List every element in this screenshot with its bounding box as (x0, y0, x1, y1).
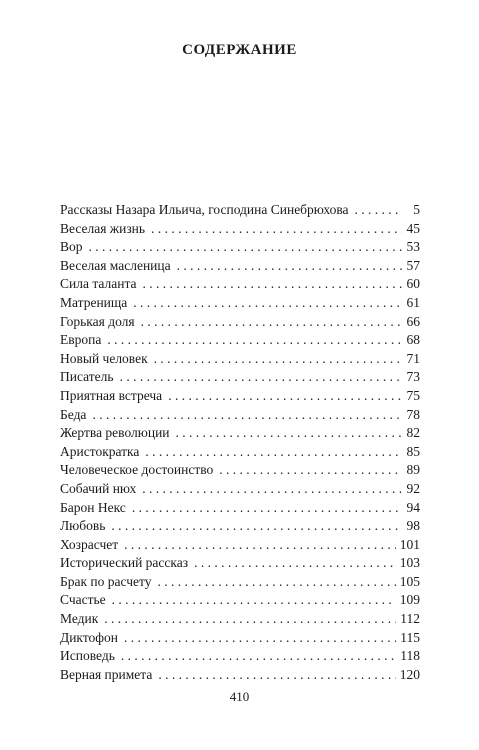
toc-entry (60, 443, 420, 462)
toc-entry (60, 220, 420, 239)
dot-leader (89, 238, 402, 257)
toc-entry (60, 610, 420, 629)
toc-entry-page: 5 (413, 202, 420, 217)
toc-entry (60, 424, 420, 443)
dot-leader (141, 313, 402, 332)
toc-entry (60, 257, 420, 276)
toc-entry-page: 61 (406, 294, 420, 310)
toc-entry-title: Медик (60, 611, 99, 627)
toc-entry (60, 499, 420, 518)
dot-leader (168, 387, 402, 406)
toc-entry-title: Европа (60, 332, 102, 348)
toc-entry (60, 275, 420, 294)
toc-entry-page: 98 (406, 518, 420, 534)
toc-entry-page: 66 (406, 313, 420, 329)
toc-entry-page: 105 (399, 573, 420, 589)
toc-entry (60, 517, 420, 536)
toc-entry-page: 73 (406, 369, 420, 385)
toc-entry-title: Исповедь (60, 648, 115, 664)
toc-entry-title: Брак по расчету (60, 573, 152, 589)
toc-entry (60, 406, 420, 425)
toc-entry (60, 238, 420, 257)
toc-entry-page: 85 (406, 443, 420, 459)
dot-leader (176, 424, 402, 443)
toc-entry-page: 71 (406, 350, 420, 366)
toc-entry-page: 112 (400, 611, 420, 627)
table-of-contents (60, 201, 420, 684)
toc-entry-page: 45 (406, 220, 420, 236)
dot-leader (124, 536, 396, 555)
toc-entry-page: 89 (406, 462, 420, 478)
toc-entry-page: 82 (406, 425, 420, 441)
toc-entry (60, 591, 420, 610)
dot-leader (111, 517, 402, 536)
dot-leader (104, 610, 396, 629)
toc-entry-title: Матренища (60, 294, 128, 310)
toc-entry-title: Приятная встреча (60, 387, 163, 403)
dot-leader (112, 591, 396, 610)
toc-entry (60, 350, 420, 369)
dot-leader (219, 461, 402, 480)
toc-entry-page: 101 (399, 536, 420, 552)
toc-entry-page: 53 (406, 239, 420, 255)
toc-entry-page: 92 (406, 480, 420, 496)
toc-entry (60, 294, 420, 313)
toc-entry (60, 461, 420, 480)
dot-leader (143, 275, 402, 294)
toc-entry (60, 647, 420, 666)
toc-entry (60, 331, 420, 350)
toc-entry-page: 118 (400, 648, 420, 664)
toc-entry (60, 554, 420, 573)
dot-leader (92, 406, 402, 425)
toc-entry-page: 78 (406, 406, 420, 422)
toc-entry-title: Беда (60, 406, 87, 422)
toc-entry (60, 387, 420, 406)
toc-entry (60, 201, 420, 220)
dot-leader (151, 220, 402, 239)
toc-entry (60, 666, 420, 685)
toc-entry-page: 60 (406, 276, 420, 292)
page-title: СОДЕРЖАНИЕ (182, 42, 297, 58)
toc-entry-title: Собачий нюх (60, 480, 137, 496)
toc-entry-title: Горькая доля (60, 313, 135, 329)
toc-entry-page: 57 (406, 257, 420, 273)
toc-entry-title: Исторический рассказ (60, 555, 189, 571)
dot-leader (158, 573, 396, 592)
toc-entry-title: Диктофон (60, 629, 119, 645)
toc-entry (60, 536, 420, 555)
toc-entry (60, 573, 420, 592)
dot-leader (124, 629, 396, 648)
toc-entry-page: 115 (400, 629, 420, 645)
dot-leader (133, 294, 402, 313)
toc-entry-title: Веселая масленица (60, 257, 171, 273)
toc-entry-title: Любовь (60, 518, 106, 534)
toc-entry (60, 368, 420, 387)
toc-entry-title: Хозрасчет (60, 536, 119, 552)
toc-entry-title: Барон Некс (60, 499, 126, 515)
dot-leader (132, 499, 402, 518)
toc-entry-page: 109 (399, 592, 420, 608)
toc-entry-title: Сила таланта (60, 276, 137, 292)
toc-entry-page: 94 (406, 499, 420, 515)
dot-leader (177, 257, 402, 276)
toc-entry-title: Рассказы Назара Ильича, господина Синебрюхова (60, 202, 349, 217)
dot-leader (154, 350, 402, 369)
toc-entry-title: Жертва революции (60, 425, 170, 441)
toc-entry-title: Новый человек (60, 350, 148, 366)
dot-leader (158, 666, 395, 685)
toc-entry (60, 480, 420, 499)
toc-entry (60, 313, 420, 332)
toc-entry-title: Аристократка (60, 443, 140, 459)
toc-entry-page: 75 (406, 387, 420, 403)
toc-entry-title: Человеческое достоинство (60, 462, 214, 478)
toc-entry-title: Веселая жизнь (60, 220, 146, 236)
toc-entry-page: 68 (406, 332, 420, 348)
toc-entry-page: 120 (399, 666, 420, 682)
page-number: 410 (229, 689, 250, 704)
toc-entry-title: Вор (60, 239, 83, 255)
toc-entry-page: 103 (399, 555, 420, 571)
toc-entry (60, 629, 420, 648)
dot-leader (107, 331, 402, 350)
toc-entry-title: Верная примета (60, 666, 153, 682)
dot-leader (142, 480, 402, 499)
dot-leader (194, 554, 396, 573)
dot-leader (355, 201, 402, 220)
toc-entry-title: Счастье (60, 592, 106, 608)
dot-leader (120, 368, 402, 387)
toc-entry-title: Писатель (60, 369, 114, 385)
dot-leader (145, 443, 402, 462)
dot-leader (121, 647, 396, 666)
